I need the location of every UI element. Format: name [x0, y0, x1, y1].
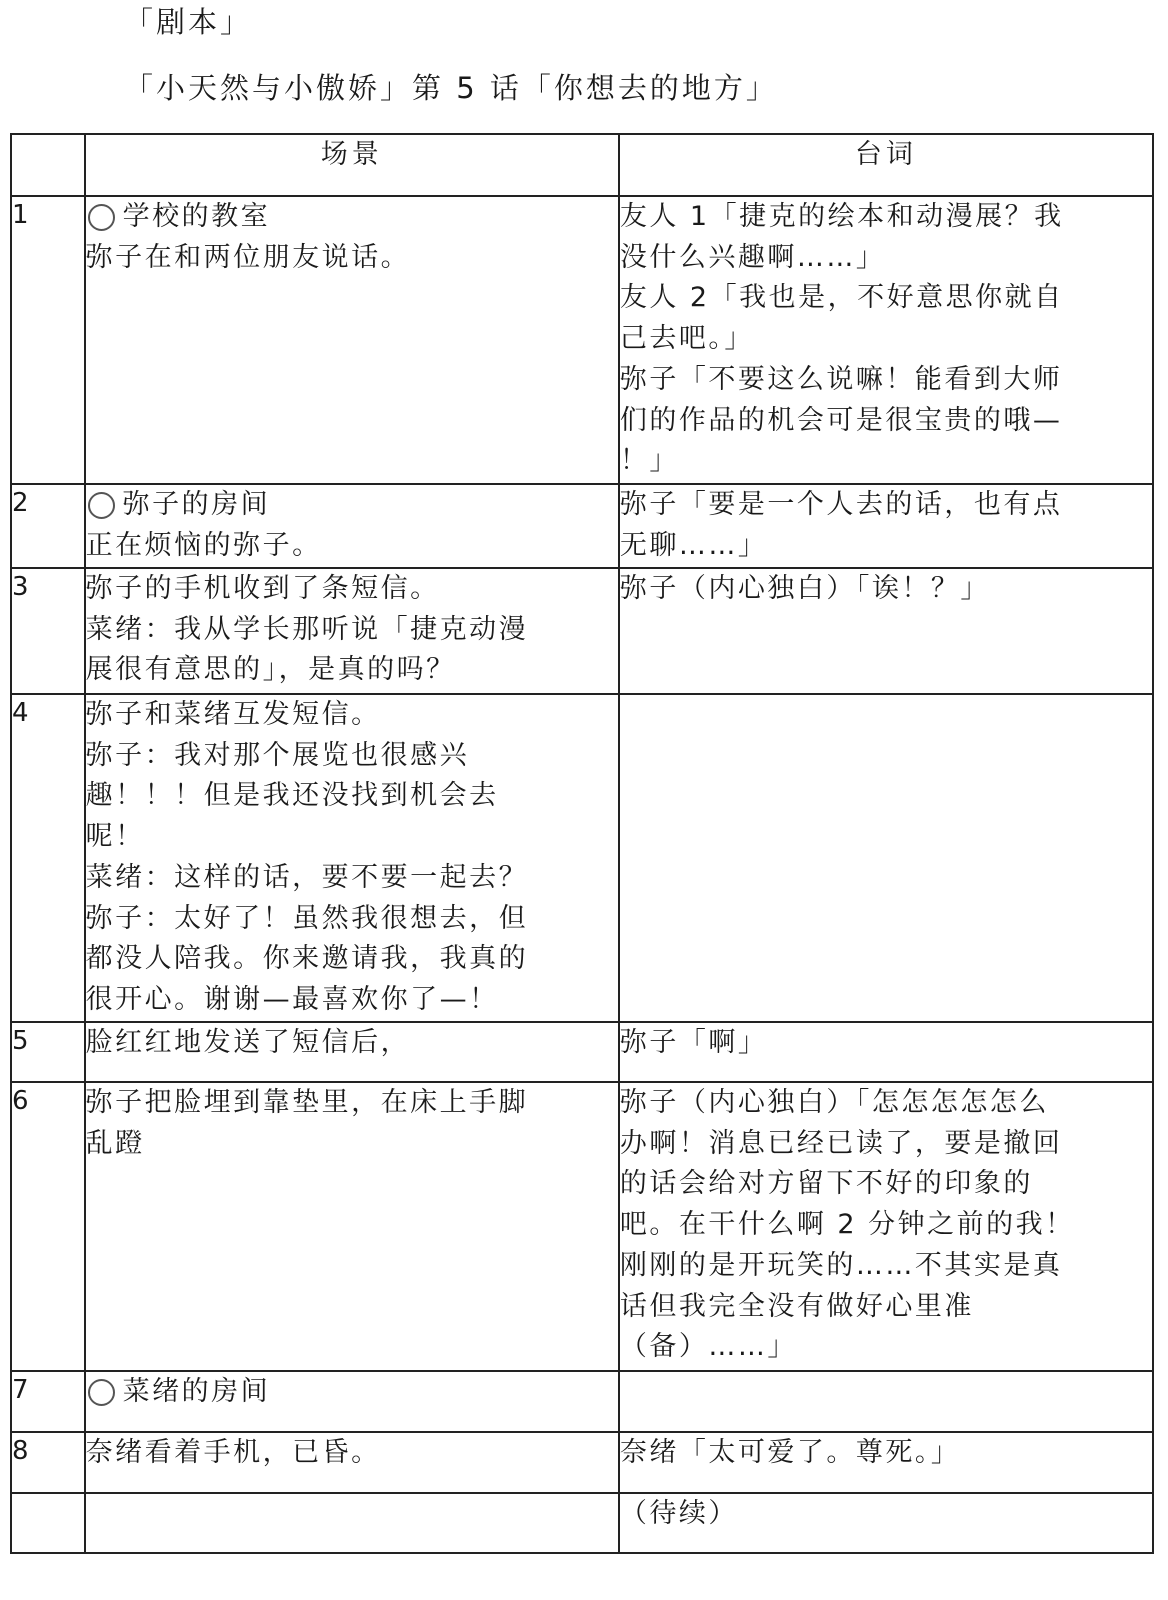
page-label: 「剧本」 — [124, 5, 253, 39]
dialogue-cell — [619, 1432, 1153, 1493]
dialogue-cell — [619, 484, 1153, 568]
table-row — [11, 1493, 1153, 1553]
dialogue-line: 弥子（内心独白）「诶！？」 — [619, 573, 990, 604]
dialogue-line: 的话会给对方留下不好的印象的 — [619, 1168, 1033, 1200]
scene-cell — [85, 1432, 619, 1493]
dialogue-line: 友人 2「我也是，不好意思你就自 — [619, 282, 1064, 314]
scene-line: 菜绪：我从学长那听说「捷克动漫 — [85, 613, 529, 645]
dialogue-line: 话但我完全没有做好心里准 — [619, 1290, 974, 1322]
dialogue-cell — [619, 1371, 1153, 1432]
row-number — [11, 1493, 85, 1553]
scene-cell — [85, 196, 619, 484]
scene-cell — [85, 568, 619, 694]
column-header-scene: 场景 — [85, 134, 619, 196]
location-circle-icon — [88, 1379, 115, 1406]
scene-cell — [85, 1022, 619, 1082]
dialogue-line: 弥子（内心独白）「怎怎怎怎怎么 — [619, 1087, 1049, 1118]
row-number: 4 — [11, 694, 85, 1022]
table-row — [11, 694, 1153, 1022]
dialogue-line: 办啊！消息已经已读了，要是撤回 — [619, 1127, 1063, 1159]
row-number: 5 — [11, 1022, 85, 1082]
scene-location: 菜绪的房间 — [86, 1372, 271, 1413]
dialogue-line: 奈绪「太可爱了。尊死。」 — [619, 1437, 961, 1468]
dialogue-line: 没什么兴趣啊……」 — [619, 241, 886, 273]
column-header-number — [11, 134, 85, 196]
row-number: 7 — [11, 1371, 85, 1432]
column-header-dialogue: 台词 — [619, 134, 1153, 196]
scene-line: 弥子的手机收到了条短信。 — [85, 573, 440, 604]
dialogue-cell — [619, 568, 1153, 694]
table-row — [11, 484, 1153, 568]
scene-line: 乱蹬 — [85, 1127, 145, 1159]
scene-line: 弥子：太好了！虽然我很想去，但 — [85, 902, 529, 934]
scene-cell — [85, 1371, 619, 1432]
dialogue-cell — [619, 1082, 1153, 1371]
scene-cell — [85, 484, 619, 568]
dialogue-line: 吧。在干什么啊 2 分钟之前的我！ — [619, 1209, 1075, 1241]
dialogue-line: 刚刚的是开玩笑的……不其实是真 — [619, 1249, 1063, 1281]
row-number: 2 — [11, 484, 85, 568]
scene-line: 弥子：我对那个展览也很感兴 — [85, 739, 470, 771]
row-number: 8 — [11, 1432, 85, 1493]
scene-line: 菜绪：这样的话，要不要一起去？ — [85, 861, 529, 893]
scene-line: 展很有意思的」，是真的吗？ — [85, 654, 456, 686]
scene-line: 奈绪看着手机，已昏。 — [85, 1437, 381, 1468]
dialogue-line: 弥子「要是一个人去的话，也有点 — [619, 489, 1063, 520]
dialogue-line: ！」 — [619, 445, 679, 477]
scene-location: 学校的教室 — [86, 197, 271, 238]
table-header-row — [11, 134, 1153, 196]
table-row — [11, 1432, 1153, 1493]
location-circle-icon — [88, 492, 115, 519]
location-circle-icon — [88, 204, 115, 231]
scene-line: 弥子和菜绪互发短信。 — [85, 699, 381, 730]
row-number: 1 — [11, 196, 85, 484]
scene-line: 弥子在和两位朋友说话。 — [85, 241, 411, 273]
scene-line: 趣！！！但是我还没找到机会去 — [85, 780, 499, 812]
scene-line: 正在烦恼的弥子。 — [85, 529, 322, 561]
dialogue-cell — [619, 1022, 1153, 1082]
dialogue-cell — [619, 694, 1153, 1022]
scene-location: 弥子的房间 — [86, 485, 271, 526]
dialogue-cell — [619, 196, 1153, 484]
dialogue-line: （备）……」 — [619, 1331, 797, 1363]
row-number: 6 — [11, 1082, 85, 1371]
script-table — [10, 133, 1154, 1554]
table-row — [11, 1371, 1153, 1432]
scene-line: 很开心。谢谢—最喜欢你了—！ — [85, 983, 499, 1015]
table-row — [11, 568, 1153, 694]
scene-line: 都没人陪我。你来邀请我，我真的 — [85, 943, 529, 975]
row-number: 3 — [11, 568, 85, 694]
dialogue-line: 己去吧。」 — [619, 323, 754, 355]
scene-line: 呢！ — [85, 821, 145, 853]
scene-cell — [85, 1493, 619, 1553]
dialogue-line: 弥子「啊」 — [619, 1027, 768, 1058]
dialogue-line: 无聊……」 — [619, 529, 768, 561]
scene-line: 弥子把脸埋到靠垫里，在床上手脚 — [85, 1087, 529, 1118]
scene-cell — [85, 1082, 619, 1371]
dialogue-line: 们的作品的机会可是很宝贵的哦— — [619, 404, 1063, 436]
dialogue-line: 弥子「不要这么说嘛！能看到大师 — [619, 363, 1063, 395]
continued-label: （待续） — [619, 1498, 738, 1529]
table-row — [11, 1022, 1153, 1082]
dialogue-cell — [619, 1493, 1153, 1553]
episode-title: 「小天然与小傲娇」第 5 话「你想去的地方」 — [124, 71, 778, 105]
table-row — [11, 196, 1153, 484]
table-row — [11, 1082, 1153, 1371]
scene-cell — [85, 694, 619, 1022]
dialogue-line: 友人 1「捷克的绘本和动漫展？我 — [619, 201, 1064, 232]
scene-line: 脸红红地发送了短信后， — [85, 1027, 411, 1058]
